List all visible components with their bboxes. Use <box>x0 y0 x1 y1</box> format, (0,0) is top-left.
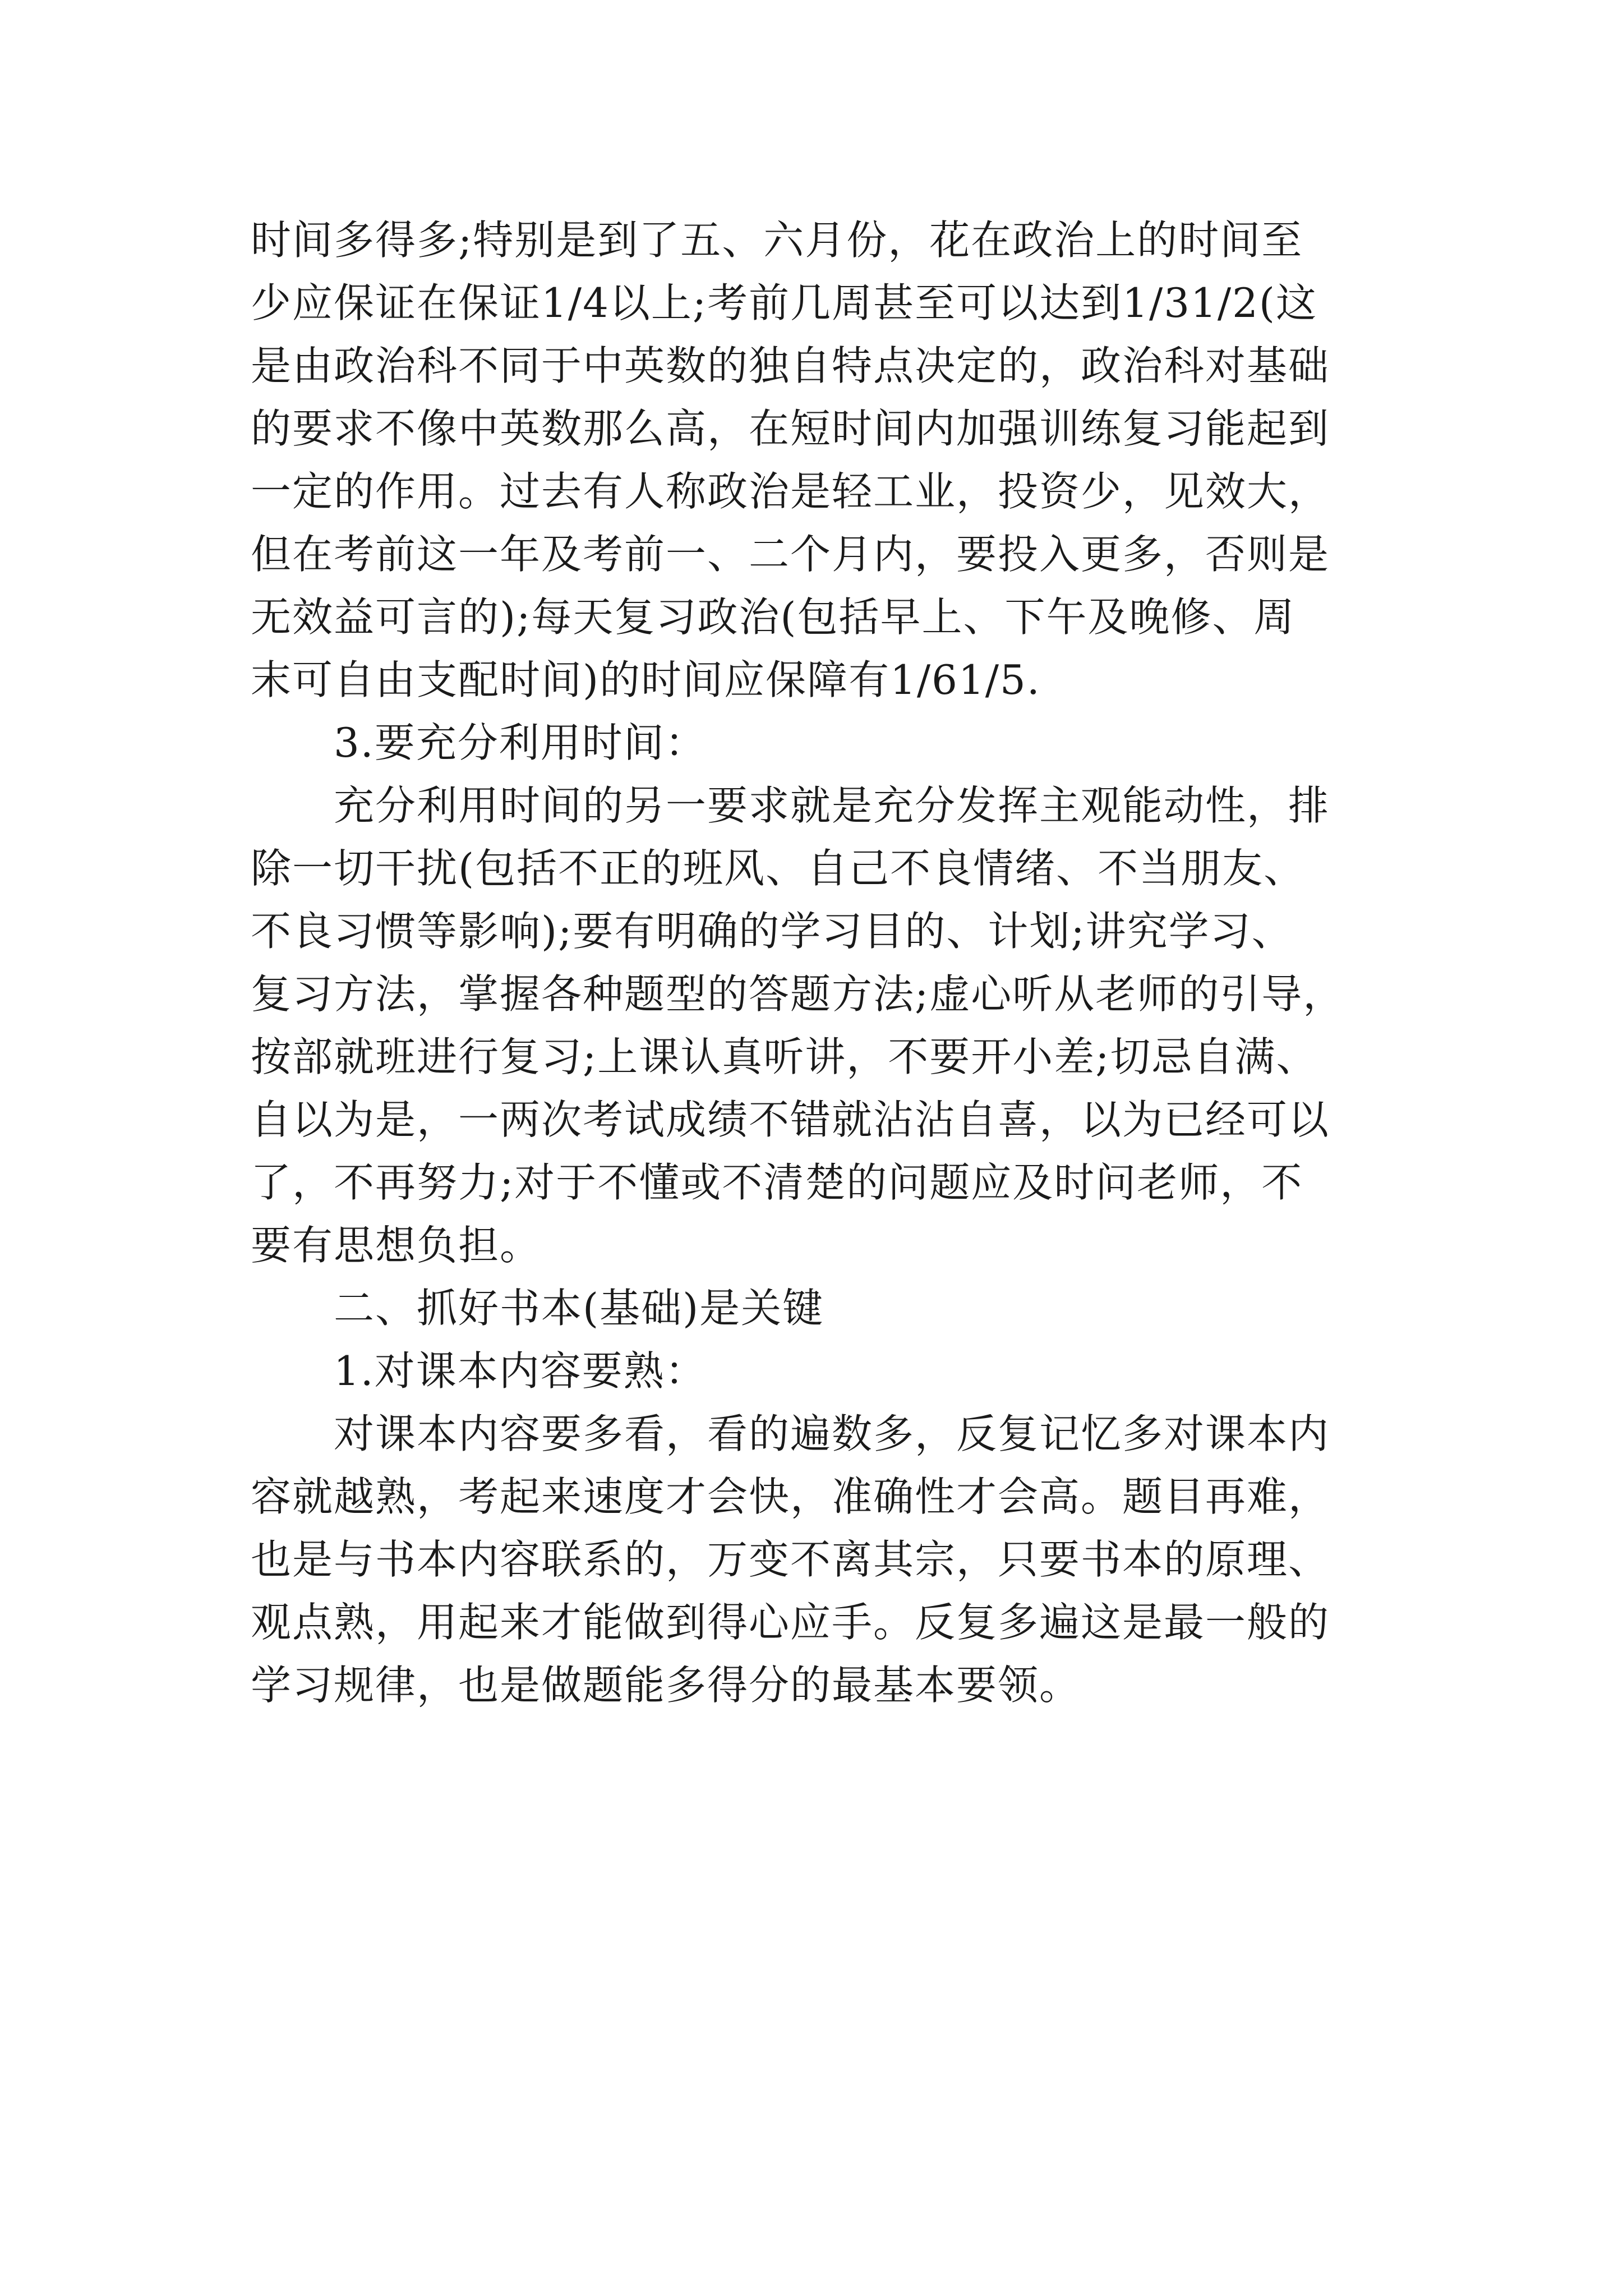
text-line: 3.要充分利用时间： <box>334 719 707 766</box>
text-line: 二、抓好书本(基础)是关键 <box>334 1285 824 1332</box>
text-line: 充分利用时间的另一要求就是充分发挥主观能动性，排 <box>334 782 1330 829</box>
text-line: 也是与书本内容联系的，万变不离其宗，只要书本的原理、 <box>251 1536 1330 1583</box>
text-line: 要有思想负担。 <box>251 1222 542 1269</box>
text-line: 的要求不像中英数那么高，在短时间内加强训练复习能起到 <box>251 405 1330 452</box>
text-line: 末可自由支配时间)的时间应保障有1/61/5. <box>251 656 1041 703</box>
text-line: 了，不再努力;对于不懂或不清楚的问题应及时问老师，不 <box>251 1159 1303 1206</box>
text-line: 容就越熟，考起来速度才会快，准确性才会高。题目再难， <box>251 1473 1330 1520</box>
text-line: 对课本内容要多看，看的遍数多，反复记忆多对课本内 <box>334 1410 1330 1457</box>
text-line: 但在考前这一年及考前一、二个月内，要投入更多，否则是 <box>251 531 1330 578</box>
document-body <box>251 209 1384 1717</box>
text-line: 学习规律，也是做题能多得分的最基本要领。 <box>251 1662 1081 1709</box>
text-line: 少应保证在保证1/4以上;考前几周甚至可以达到1/31/2(这 <box>251 279 1317 326</box>
text-line: 除一切干扰(包括不正的班风、自己不良情绪、不当朋友、 <box>251 845 1306 892</box>
text-line: 复习方法，掌握各种题型的答题方法;虚心听从老师的引导， <box>251 970 1345 1018</box>
text-line: 按部就班进行复习;上课认真听讲，不要开小差;切忌自满、 <box>251 1033 1318 1080</box>
text-line: 时间多得多;特别是到了五、六月份，花在政治上的时间至 <box>251 217 1303 264</box>
text-line: 观点熟，用起来才能做到得心应手。反复多遍这是最一般的 <box>251 1599 1330 1646</box>
text-line: 1.对课本内容要熟： <box>334 1347 707 1395</box>
text-line: 自以为是，一两次考试成绩不错就沾沾自喜，以为已经可以 <box>251 1096 1330 1143</box>
text-line: 不良习惯等影响);要有明确的学习目的、计划;讲究学习、 <box>251 908 1293 955</box>
text-line: 无效益可言的);每天复习政治(包括早上、下午及晚修、周 <box>251 593 1295 641</box>
text-line: 是由政治科不同于中英数的独自特点决定的，政治科对基础 <box>251 342 1330 389</box>
text-line: 一定的作用。过去有人称政治是轻工业，投资少，见效大， <box>251 468 1330 515</box>
